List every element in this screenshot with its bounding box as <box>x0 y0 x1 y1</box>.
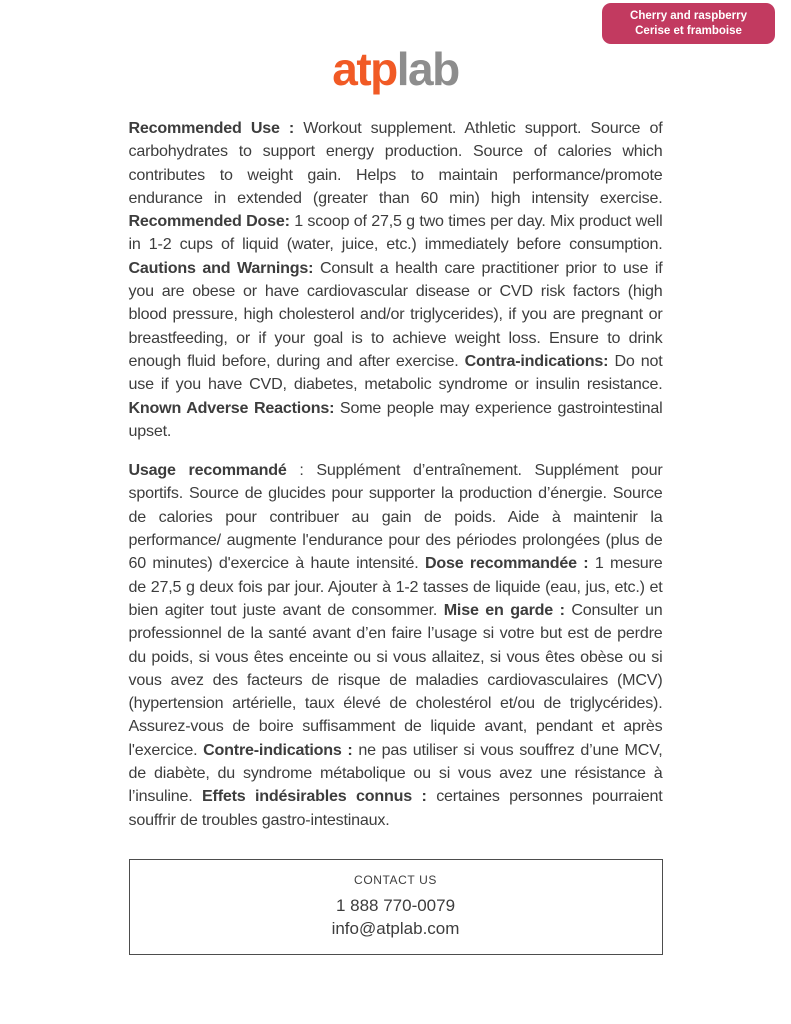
body-text: Some people may experience gastrointestinal upset. <box>128 398 663 440</box>
body-text: 1 scoop of 27,5 g two times per day. Mix product well in 1-2 cups of liquid (water, juice, etc.) immediately before consumption. <box>128 212 663 254</box>
usage-recommande-paragraph-fr <box>129 459 663 832</box>
recommended-use-paragraph-en <box>129 117 663 443</box>
contact-box <box>129 859 663 955</box>
section-label: Usage recommandé <box>128 461 287 480</box>
contact-heading: CONTACT US <box>354 872 437 887</box>
section-label: Contre-indications : <box>203 740 359 759</box>
body-text: Workout supplement. Athletic support. Source of carbohydrates to support energy production. Source of calories which contributes to weight gain. Helps to maintain performance/promote endurance in extended (greater than 60 min) high intensity exercise. <box>128 119 663 207</box>
contact-phone: 1 888 770-0079 <box>335 895 456 915</box>
section-label: Effets indésirables connus : <box>202 787 437 806</box>
body-text: Consulter un professionnel de la santé avant d’en faire l’usage si votre but est de perdre du poids, si vous êtes enceinte ou si vous allaitez, si vous êtes obèse ou si vous avez des facteurs de risque de maladies cardiovasculaires (MCV) (hypertension artérielle, taux élevé de cholestérol et/ou de triglycérides). Assurez-vous de boire suffisamment de liquide avant, pendant et après l'exercice. <box>128 600 663 759</box>
body-text: ne pas utiliser si vous souffrez d’une MCV, de diabète, du syndrome métabolique ou si vous avez une résistance à l’insuline. <box>128 740 663 806</box>
flavor-badge-line-fr: Cerise et framboise <box>635 24 742 37</box>
flavor-badge <box>602 3 775 44</box>
section-label: Recommended Dose: <box>128 212 295 231</box>
body-text: : Supplément d’entraînement. Supplément pour sportifs. Source de glucides pour supporter la production d’énergie. Source de calories pour contribuer au gain de poids. Aide à maintenir la performance/ augmente l'endurance pour des périodes prolongées (plus de 60 minutes) d'exercice à haute intensité. <box>128 461 663 573</box>
section-label: Contra-indications: <box>464 351 615 370</box>
section-label: Mise en garde : <box>443 600 572 619</box>
body-text: 1 mesure de 27,5 g deux fois par jour. Ajouter à 1-2 tasses de liquide (eau, jus, etc.) et bien agiter tout juste avant de consommer. <box>128 554 663 619</box>
contact-email: info@atplab.com <box>331 918 460 938</box>
body-text: Do not use if you have CVD, diabetes, metabolic syndrome or insulin resistance. <box>128 351 663 394</box>
body-text: Consult a health care practitioner prior to use if you are obese or have cardiovascular disease or CVD risk factors (high blood pressure, high cholesterol and/or triglycerides), if you are pregnant or breastfeeding, or if your goal is to achieve weight loss. Ensure to drink enough fluid before, during and after exercise. <box>128 258 663 370</box>
brand-logo-lab: lab <box>396 43 459 95</box>
section-label: Known Adverse Reactions: <box>128 398 340 417</box>
section-label: Cautions and Warnings: <box>128 258 320 277</box>
flavor-badge-line-en: Cherry and raspberry <box>630 9 747 22</box>
brand-logo-atp: atp <box>332 43 397 95</box>
label-text-column <box>129 117 663 955</box>
section-label: Dose recommandée : <box>424 554 595 573</box>
section-label: Recommended Use : <box>128 119 304 137</box>
body-text: certaines personnes pourraient souffrir de troubles gastro-intestinaux. <box>128 787 663 829</box>
